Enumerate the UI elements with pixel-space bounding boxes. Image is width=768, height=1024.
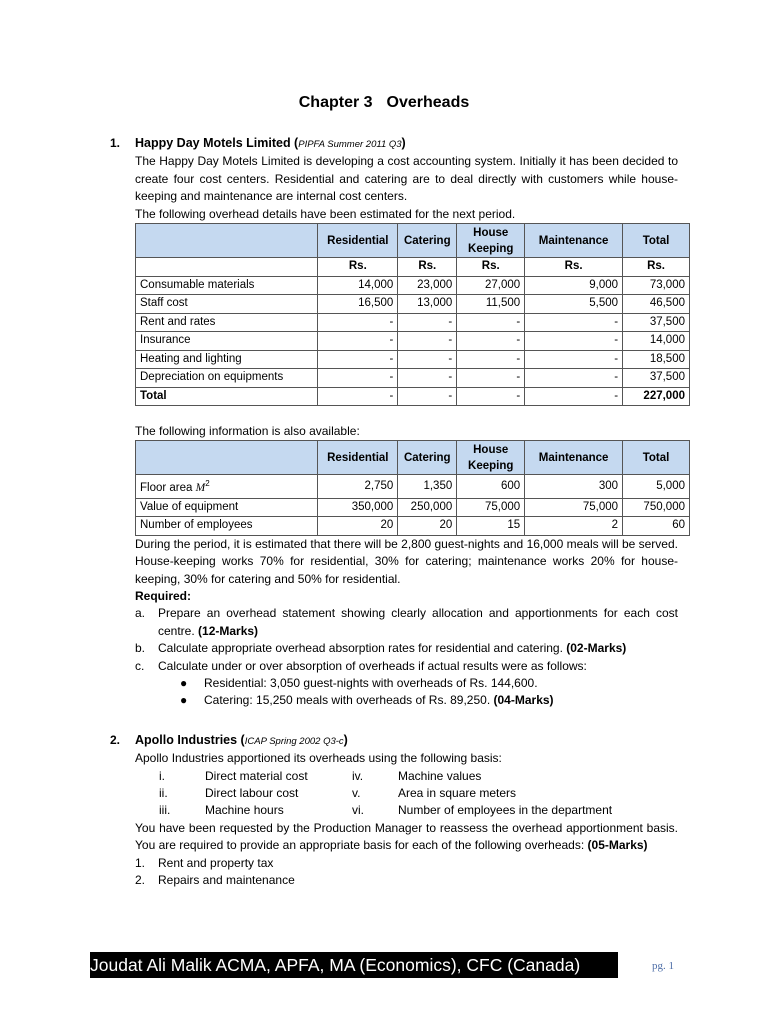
question-2-title-close: ) [343, 732, 348, 747]
basis-number: v. [352, 786, 361, 801]
table-cell: 250,000 [398, 498, 457, 517]
basis-number: iv. [352, 768, 364, 783]
table-cell: 37,500 [623, 313, 690, 332]
row-label: Value of equipment [136, 498, 318, 517]
table-cell: 9,000 [525, 276, 623, 295]
table-cell: 18,500 [623, 350, 690, 369]
basis-text: Area in square meters [398, 786, 517, 801]
table-cell: - [457, 369, 525, 388]
overhead-table-header [136, 224, 690, 258]
bullet-icon: ● [180, 676, 188, 691]
header-catering: Catering [398, 224, 457, 258]
table-cell: 27,000 [457, 276, 525, 295]
requirement-c-mark: c. [135, 658, 145, 673]
requirement-b-mark: b. [135, 641, 146, 656]
requirement-a [135, 605, 678, 640]
basis-row [135, 785, 678, 802]
question-2-number: 2. [110, 732, 121, 747]
overhead-table [135, 223, 690, 406]
table-cell: 5,000 [623, 475, 690, 498]
table-cell: - [457, 313, 525, 332]
question-1-number: 1. [110, 136, 121, 150]
table-row [136, 276, 690, 295]
table-cell: 13,000 [398, 295, 457, 314]
basis-row [135, 768, 678, 785]
table-row [136, 332, 690, 351]
requirement-a-marks: (12-Marks) [198, 623, 259, 638]
header-catering: Catering [398, 441, 457, 475]
question-1-details: During the period, it is estimated that there will be 2,800 guest-nights and 16,000 meals will be served. House-keeping works 70% for residential, 30% for catering; maintenance works 20% for house-keeping, 30% for catering and 50% for residential. [135, 536, 678, 586]
table-cell: - [457, 387, 525, 406]
overhead-item-text: Rent and property tax [158, 855, 274, 870]
basis-number: iii. [159, 803, 171, 818]
requirement-a-mark: a. [135, 606, 146, 621]
information-table [135, 440, 690, 535]
row-label: Heating and lighting [136, 350, 318, 369]
table-row [136, 498, 690, 517]
row-label: Consumable materials [136, 276, 318, 295]
table-cell: 15 [457, 517, 525, 536]
table-cell: 300 [525, 475, 623, 498]
table-cell: 2,750 [318, 475, 398, 498]
question-2-intro: Apollo Industries apportioned its overheads using the following basis: [135, 751, 502, 766]
header-house-keeping: House Keeping [457, 224, 525, 258]
unit-cell: Rs. [623, 258, 690, 277]
table-cell: 23,000 [398, 276, 457, 295]
table-row [136, 517, 690, 536]
table-cell: 600 [457, 475, 525, 498]
table-row [136, 369, 690, 388]
question-1-source: PIPFA Summer 2011 Q3 [298, 139, 402, 150]
header-maintenance: Maintenance [525, 441, 623, 475]
basis-number: i. [159, 768, 165, 783]
table-cell: 14,000 [318, 276, 398, 295]
unit-cell: Rs. [525, 258, 623, 277]
table-cell: 350,000 [318, 498, 398, 517]
table-2-caption: The following information is also available: [135, 424, 360, 439]
required-label: Required: [135, 588, 192, 603]
table-cell: - [398, 313, 457, 332]
bullet-catering-marks: (04-Marks) [493, 693, 554, 708]
table-cell: 75,000 [525, 498, 623, 517]
header-blank [136, 441, 318, 475]
question-2-marks: (05-Marks) [587, 838, 648, 853]
table-cell: 11,500 [457, 295, 525, 314]
table-cell: - [525, 332, 623, 351]
row-label: Total [136, 387, 318, 406]
question-1-title-close: ) [401, 136, 406, 150]
table-cell: - [525, 313, 623, 332]
overhead-item-mark: 2. [135, 873, 146, 888]
floor-area-unit-exponent: 2 [205, 479, 210, 489]
table-cell: - [457, 332, 525, 351]
row-label: Rent and rates [136, 313, 318, 332]
header-residential: Residential [318, 441, 398, 475]
question-1-title-text: Happy Day Motels Limited ( [135, 136, 299, 150]
unit-cell: Rs. [398, 258, 457, 277]
floor-area-unit: M [195, 482, 206, 495]
row-label: Staff cost [136, 295, 318, 314]
table-cell: - [525, 369, 623, 388]
row-label: Insurance [136, 332, 318, 351]
overhead-item-text: Repairs and maintenance [158, 873, 295, 888]
bullet-icon: ● [180, 693, 188, 708]
table-cell: - [398, 350, 457, 369]
document-body [110, 135, 685, 889]
information-table-header [136, 441, 690, 475]
table-cell: 2 [525, 517, 623, 536]
table-cell: 46,500 [623, 295, 690, 314]
table-cell: - [457, 350, 525, 369]
units-row [136, 258, 690, 277]
table-cell: - [398, 332, 457, 351]
basis-text: Number of employees in the department [398, 803, 613, 818]
table-cell: 14,000 [623, 332, 690, 351]
bullet-residential [180, 675, 678, 692]
header-residential: Residential [318, 224, 398, 258]
question-1-intro: The Happy Day Motels Limited is developing a cost accounting system. Initially it has been decided to create four cost centers. Residential and catering are to deal directly with customers while house-keeping and maintenance are internal cost centers. [135, 154, 678, 204]
table-row [136, 295, 690, 314]
requirement-b-marks: (02-Marks) [566, 641, 627, 656]
table-row [136, 475, 690, 498]
table-total-row [136, 387, 690, 406]
header-house-keeping: House Keeping [457, 441, 525, 475]
table-row [136, 313, 690, 332]
unit-cell: Rs. [318, 258, 398, 277]
basis-number: ii. [159, 786, 168, 801]
row-label [136, 475, 318, 498]
question-2-paragraph-text: You have been requested by the Production Manager to reassess the overhead apportionment basis. You are required to provide an appropriate basis for each of the following overheads: [135, 820, 678, 853]
question-2-paragraph [135, 820, 678, 855]
table-cell: - [318, 332, 398, 351]
header-maintenance: Maintenance [525, 224, 623, 258]
requirement-c-text: Calculate under or over absorption of overheads if actual results were as follows: [158, 658, 587, 673]
header-total: Total [623, 441, 690, 475]
unit-cell: Rs. [457, 258, 525, 277]
table-cell: 1,350 [398, 475, 457, 498]
table-cell: 20 [318, 517, 398, 536]
table-cell: 75,000 [457, 498, 525, 517]
question-2 [112, 732, 678, 890]
table-1-caption: The following overhead details have been estimated for the next period. [135, 206, 516, 221]
row-label: Number of employees [136, 517, 318, 536]
page-title [0, 94, 768, 112]
table-cell: 37,500 [623, 369, 690, 388]
bullet-catering [180, 692, 678, 709]
row-label: Depreciation on equipments [136, 369, 318, 388]
overhead-item-mark: 1. [135, 855, 146, 870]
table-cell: 5,500 [525, 295, 623, 314]
grand-total-cell: 227,000 [623, 387, 690, 406]
chapter-name: Overheads [386, 94, 470, 111]
basis-text: Direct material cost [205, 768, 308, 783]
table-cell: 750,000 [623, 498, 690, 517]
floor-area-label: Floor area [140, 482, 193, 495]
overhead-item [135, 855, 678, 872]
table-cell: - [398, 369, 457, 388]
footer-author: Joudat Ali Malik ACMA, APFA, MA (Economics), CFC (Canada) [90, 952, 618, 978]
bullet-residential-text: Residential: 3,050 guest-nights with overheads of Rs. 144,600. [204, 676, 538, 691]
page-number: pg. 1 [652, 960, 674, 972]
table-cell: - [398, 387, 457, 406]
question-2-title [135, 732, 678, 750]
question-2-title-text: Apollo Industries ( [135, 732, 245, 747]
basis-row [135, 802, 678, 819]
table-cell: - [525, 350, 623, 369]
header-blank [136, 224, 318, 258]
question-1-title [135, 135, 678, 153]
table-cell: 73,000 [623, 276, 690, 295]
overhead-item [135, 872, 678, 889]
table-cell: 60 [623, 517, 690, 536]
basis-text: Machine values [398, 768, 482, 783]
basis-text: Machine hours [205, 803, 284, 818]
units-blank [136, 258, 318, 277]
requirement-a-text: Prepare an overhead statement showing clearly allocation and apportionments for each cost centre. [158, 606, 678, 638]
table-cell: - [525, 387, 623, 406]
table-cell: - [318, 350, 398, 369]
table-cell: 16,500 [318, 295, 398, 314]
table-cell: - [318, 313, 398, 332]
basis-number: vi. [352, 803, 364, 818]
table-row [136, 350, 690, 369]
chapter-number: Chapter 3 [298, 94, 373, 111]
basis-text: Direct labour cost [205, 786, 299, 801]
table-cell: 20 [398, 517, 457, 536]
requirement-b-text: Calculate appropriate overhead absorption rates for residential and catering. [158, 641, 563, 656]
bullet-catering-text: Catering: 15,250 meals with overheads of Rs. 89,250. [204, 693, 491, 708]
question-1 [110, 135, 685, 710]
question-2-source: ICAP Spring 2002 Q3-c [244, 735, 344, 747]
requirement-b [135, 640, 678, 657]
table-cell: - [318, 387, 398, 406]
requirement-c [135, 658, 678, 675]
header-total: Total [623, 224, 690, 258]
table-cell: - [318, 369, 398, 388]
